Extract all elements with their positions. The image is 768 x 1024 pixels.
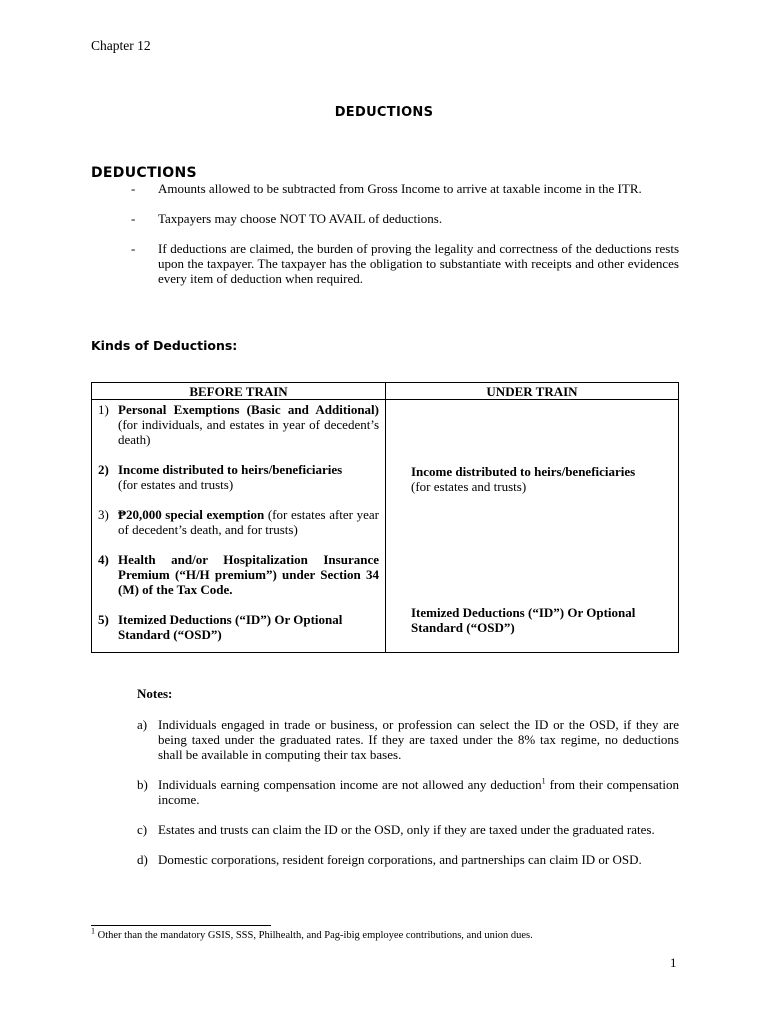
bullet-text: Amounts allowed to be subtracted from Gross Income to arrive at taxable income in the ITR. [158, 181, 642, 196]
bullet-dash: - [131, 211, 136, 226]
header-before-train: BEFORE TRAIN [92, 383, 386, 400]
under-train-cell [386, 400, 679, 653]
list-item [92, 507, 385, 537]
footnote-reference[interactable]: 1 [541, 776, 546, 786]
item-number: 5) [98, 612, 109, 627]
bullet-text: Taxpayers may choose NOT TO AVAIL of deductions. [158, 211, 443, 226]
item-bold-text: Income distributed to heirs/beneficiaries [118, 462, 343, 477]
notes-heading: Notes: [137, 686, 173, 701]
list-item [92, 552, 385, 597]
bullet-item [131, 241, 679, 286]
item-number: 2) [98, 462, 109, 477]
bullet-dash: - [131, 181, 136, 196]
note-text [158, 777, 679, 807]
footnote [91, 926, 533, 941]
footnote-mark: 1 [91, 926, 95, 936]
before-train-cell [92, 400, 386, 653]
footnote-text: Other than the mandatory GSIS, SSS, Philhealth, and Pag-ibig employee contributions, and union dues. [95, 930, 533, 941]
item-number: 3) [98, 507, 109, 522]
item-text: (for estates and trusts) [118, 477, 234, 492]
note-item [137, 852, 679, 867]
item-bold-text: Itemized Deductions (“ID”) Or Optional Standard (“OSD”) [118, 612, 343, 642]
table-header-row [92, 383, 679, 400]
note-item [137, 717, 679, 762]
section-heading: DEDUCTIONS [91, 165, 197, 181]
page-number: 1 [670, 955, 677, 970]
note-text-part: from their compensation income. [158, 777, 679, 807]
note-text: Domestic corporations, resident foreign corporations, and partnerships can claim ID or OSD. [158, 852, 642, 867]
list-item [386, 605, 678, 635]
bullet-item [131, 211, 679, 226]
bullet-text: If deductions are claimed, the burden of proving the legality and correctness of the deductions rests upon the taxpayer. The taxpayer has the obligation to substantiate with receipts and other evidences every item of deduction when required. [158, 241, 679, 286]
notes-list [137, 717, 679, 882]
item-bold-text: Income distributed to heirs/beneficiaries [411, 464, 636, 479]
item-text: (for estates after year of decedent’s death, and for trusts) [118, 507, 379, 537]
item-bold-text: Health and/or Hospitalization Insurance Premium (“H/H premium”) under Section 34 (M) of the Tax Code. [118, 552, 379, 597]
note-item [137, 822, 679, 837]
page-title: DEDUCTIONS [334, 105, 434, 120]
list-item [386, 464, 678, 494]
item-text: (for estates and trusts) [411, 479, 527, 494]
header-under-train: UNDER TRAIN [386, 383, 679, 400]
note-text: Individuals engaged in trade or business, or profession can select the ID or the OSD, if they are being taxed under the graduated rates. If they are taxed under the 8% tax regime, no deductions shall be available in computing their tax bases. [158, 717, 679, 762]
item-bold-text: ₱20,000 special exemption [118, 507, 265, 522]
footnote-divider [91, 925, 271, 926]
kinds-heading: Kinds of Deductions: [91, 338, 238, 353]
definition-list [131, 181, 679, 301]
list-item [92, 612, 385, 642]
deductions-table [91, 382, 679, 653]
item-bold-text: Personal Exemptions (Basic and Additional) [118, 402, 379, 417]
list-item [92, 402, 385, 447]
bullet-item [131, 181, 679, 196]
bullet-dash: - [131, 241, 136, 256]
item-text: (for individuals, and estates in year of decedent’s death) [118, 417, 379, 447]
note-label: a) [137, 717, 148, 732]
table-row [92, 400, 679, 653]
note-text-part: Individuals earning compensation income are not allowed any deduction [158, 777, 542, 792]
item-bold-text: Itemized Deductions (“ID”) Or Optional Standard (“OSD”) [411, 605, 636, 635]
note-label: c) [137, 822, 148, 837]
chapter-label: Chapter 12 [91, 38, 151, 53]
note-text: Estates and trusts can claim the ID or the OSD, only if they are taxed under the graduated rates. [158, 822, 655, 837]
note-label: d) [137, 852, 148, 867]
list-item [92, 462, 385, 492]
note-item [137, 777, 679, 807]
item-number: 1) [98, 402, 109, 417]
note-label: b) [137, 777, 148, 792]
item-number: 4) [98, 552, 109, 567]
